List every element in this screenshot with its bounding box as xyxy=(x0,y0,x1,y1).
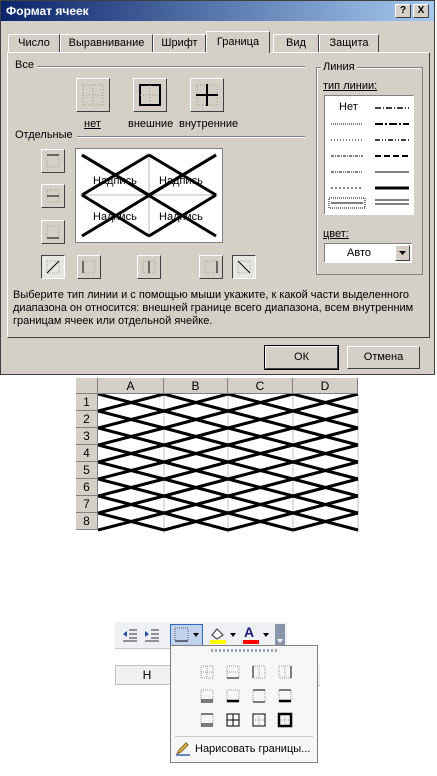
all-borders-icon[interactable] xyxy=(223,710,243,730)
fill-color-button[interactable] xyxy=(208,625,238,645)
line-type-label: тип линии: xyxy=(323,80,378,92)
line-group-label: Линия xyxy=(323,61,355,73)
tab-label: Вид xyxy=(286,37,306,49)
border-bottom-icon xyxy=(42,221,64,243)
column-header[interactable]: A xyxy=(98,378,164,394)
no-border-icon[interactable] xyxy=(197,662,217,682)
preset-none-button[interactable] xyxy=(76,78,110,112)
border-middle-horizontal-icon xyxy=(42,185,64,207)
column-header[interactable]: B xyxy=(164,378,228,394)
color-select[interactable] xyxy=(324,243,412,263)
tab-label: Защита xyxy=(329,37,369,49)
thick-box-border-icon[interactable] xyxy=(275,710,295,730)
tab-protection[interactable] xyxy=(319,34,379,52)
format-cells-dialog xyxy=(0,0,435,375)
border-top-button[interactable] xyxy=(41,149,65,173)
tab-label: Число xyxy=(18,37,50,49)
border-left-button[interactable] xyxy=(77,255,101,279)
row-header[interactable]: 5 xyxy=(76,462,98,479)
border-middle-vertical-icon xyxy=(138,256,160,278)
borders-divider xyxy=(77,136,305,138)
borders-header: Отдельные xyxy=(15,129,73,141)
preset-inside-label: внутренние xyxy=(179,118,239,130)
preview-text: Надпись xyxy=(93,211,137,223)
preview-text: Надпись xyxy=(93,175,137,187)
row-header[interactable]: 3 xyxy=(76,428,98,445)
tab-fill[interactable] xyxy=(273,34,319,52)
border-middle-vertical-button[interactable] xyxy=(137,255,161,279)
presets-header: Все xyxy=(15,59,34,71)
preview-text: Надпись xyxy=(159,175,203,187)
preset-inside-icon xyxy=(191,79,223,111)
line-none-option[interactable]: Нет xyxy=(339,101,358,113)
color-label: цвет: xyxy=(323,228,349,240)
dialog-title: Формат ячеек xyxy=(6,4,89,18)
border-preview[interactable] xyxy=(75,148,223,243)
top-double-bottom-border-icon[interactable] xyxy=(197,710,217,730)
draw-borders-item[interactable] xyxy=(175,740,313,758)
cancel-label: Отмена xyxy=(363,351,404,363)
border-left-icon xyxy=(78,256,100,278)
spreadsheet-sample xyxy=(76,378,360,533)
close-icon: X xyxy=(417,5,425,16)
font-color-button[interactable] xyxy=(241,625,271,645)
border-bottom-button[interactable] xyxy=(41,220,65,244)
font-color-letter: A xyxy=(244,624,255,640)
border-diagonal-down-icon xyxy=(233,256,255,278)
tab-label: Выравнивание xyxy=(68,37,145,49)
column-header[interactable]: C xyxy=(228,378,293,394)
row-header[interactable]: 7 xyxy=(76,496,98,513)
row-header[interactable]: 2 xyxy=(76,411,98,428)
row-header[interactable]: 8 xyxy=(76,513,98,530)
preset-none-label: нет xyxy=(84,118,101,130)
toolbar-options-handle[interactable] xyxy=(275,624,285,646)
border-diagonal-up-icon xyxy=(42,256,64,278)
bottom-border-icon[interactable] xyxy=(223,662,243,682)
select-all-corner[interactable] xyxy=(76,378,98,394)
border-right-button[interactable] xyxy=(199,255,223,279)
border-top-icon xyxy=(42,150,64,172)
border-middle-horizontal-button[interactable] xyxy=(41,184,65,208)
presets-divider xyxy=(37,66,305,68)
row-header[interactable]: 1 xyxy=(76,394,98,411)
title-bar[interactable] xyxy=(1,1,434,21)
popup-divider xyxy=(175,736,313,737)
top-thick-bottom-border-icon[interactable] xyxy=(275,686,295,706)
preset-inside-button[interactable] xyxy=(190,78,224,112)
decrease-indent-icon[interactable] xyxy=(121,626,139,644)
tab-font[interactable] xyxy=(153,34,206,52)
preset-outline-icon xyxy=(134,79,166,111)
fill-color-icon xyxy=(208,625,238,645)
tab-label: Шрифт xyxy=(161,37,198,49)
column-header[interactable]: D xyxy=(293,378,358,394)
help-button[interactable] xyxy=(395,4,411,18)
border-right-icon xyxy=(200,256,222,278)
ok-button[interactable] xyxy=(265,346,338,369)
diagonal-border-cells[interactable] xyxy=(98,394,360,533)
font-color-icon xyxy=(241,625,271,645)
hint-text: Выберите тип линии и с помощью мыши укажите, к какой части выделенного диапазона он относится: внешней границе всего диапазона, всем внутренним границам ячеек или отдельной ячейке. xyxy=(13,289,414,327)
borders-popup xyxy=(170,645,318,763)
popup-drag-handle[interactable] xyxy=(211,649,277,652)
color-dropdown-button[interactable] xyxy=(395,245,410,261)
preview-text: Надпись xyxy=(159,211,203,223)
tab-border[interactable] xyxy=(206,31,270,53)
preview-diagonals xyxy=(76,149,222,242)
borders-button[interactable] xyxy=(170,624,203,646)
border-diagonal-down-button[interactable] xyxy=(232,255,256,279)
top-bottom-border-icon[interactable] xyxy=(249,686,269,706)
cancel-button[interactable] xyxy=(347,346,420,369)
bottom-double-border-icon[interactable] xyxy=(197,686,217,706)
column-header[interactable]: H xyxy=(115,665,179,685)
line-style-samples[interactable] xyxy=(325,96,413,214)
row-header[interactable]: 6 xyxy=(76,479,98,496)
outside-borders-icon[interactable] xyxy=(249,710,269,730)
tab-label: Граница xyxy=(216,36,260,48)
left-border-icon[interactable] xyxy=(249,662,269,682)
thick-bottom-border-icon[interactable] xyxy=(223,686,243,706)
increase-indent-icon[interactable] xyxy=(143,626,161,644)
row-header[interactable]: 4 xyxy=(76,445,98,462)
line-style-list[interactable] xyxy=(324,95,414,215)
right-border-icon[interactable] xyxy=(275,662,295,682)
chevron-down-icon xyxy=(275,624,285,646)
borders-icon xyxy=(173,627,201,643)
tab-number[interactable] xyxy=(8,34,60,52)
ok-label: ОК xyxy=(294,351,309,363)
color-value: Авто xyxy=(347,247,371,259)
preset-none-icon xyxy=(77,79,109,111)
pencil-icon xyxy=(175,742,191,756)
chevron-down-icon xyxy=(396,246,409,260)
help-icon: ? xyxy=(399,5,407,16)
draw-borders-label: Нарисовать границы... xyxy=(195,743,311,755)
close-button[interactable] xyxy=(413,4,429,18)
tab-alignment[interactable] xyxy=(60,34,153,52)
preset-outline-label: внешние xyxy=(128,118,174,130)
preset-outline-button[interactable] xyxy=(133,78,167,112)
border-diagonal-up-button[interactable] xyxy=(41,255,65,279)
